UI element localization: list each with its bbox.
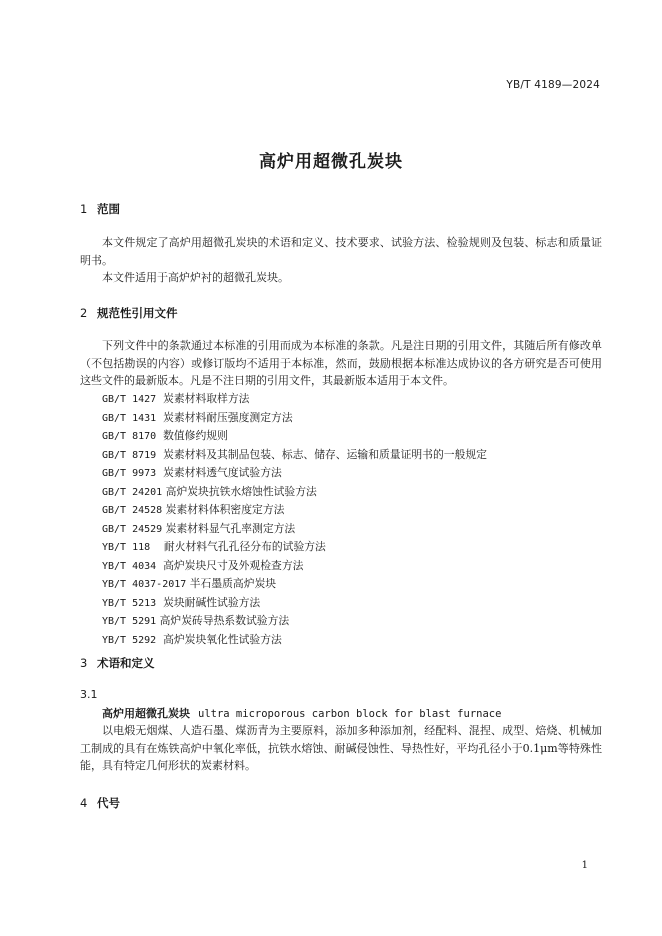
reference-title: 高炉炭块抗铁水熔蚀性试验方法 [165,484,317,498]
page-number: 1 [581,860,588,871]
reference-code: YB/T 4037-2017 [102,579,187,590]
reference-code: YB/T 5291 [102,616,157,627]
term-definition: 以电煅无烟煤、人造石墨、煤沥青为主要原料，添加多种添加剂，经配料、混捏、成型、焙烧、机械加工制成的具有在炼铁高炉中氧化率低，抗铁水熔蚀、耐碱侵蚀性、导热性好，平均孔径小于0.1μm等特殊性能，具有特定几何形状的炭素材料。 [80,724,602,772]
reference-code: GB/T 24529 [102,523,163,535]
term-english: ultra microporous carbon block for blast furnace [198,708,502,720]
reference-item [102,520,487,539]
section-title: 规范性引用文件 [97,306,178,320]
reference-code: GB/T 24201 [102,486,163,498]
reference-item [102,612,487,631]
reference-item [102,557,487,576]
reference-item [102,390,487,409]
reference-title: 炭素材料及其制品包装、标志、储存、运输和质量证明书的一般规定 [163,447,487,461]
normative-intro-paragraph: 下列文件中的条款通过本标准的引用而成为本标准的条款。凡是注日期的引用文件，其随后所有修改单（不包括勘误的内容）或修订版均不适用于本标准，然而，鼓励根据本标准达成协议的各方研究是否可使用这些文件的最新版本。凡是不注日期的引用文件，其最新版本适用于本文件。 [80,339,602,387]
section-title: 术语和定义 [97,656,155,670]
reference-title: 炭块耐碱性试验方法 [163,595,261,609]
section-heading-scope [80,201,120,217]
reference-code: YB/T 5292 [102,634,157,646]
reference-title: 数值修约规则 [163,429,228,442]
reference-code: GB/T 8719 [102,449,157,461]
section-title: 代号 [97,796,120,810]
reference-code: GB/T 9973 [102,468,157,479]
reference-title: 炭素材料显气孔率测定方法 [165,521,296,535]
reference-list [102,390,487,649]
term-entry [102,705,501,721]
reference-title: 高炉炭块尺寸及外观检查方法 [163,558,304,572]
reference-item [102,446,487,465]
reference-title: 半石墨质高炉炭块 [189,577,277,590]
reference-title: 炭素材料透气度试验方法 [163,466,282,479]
reference-title: 炭素材料体积密度定方法 [165,503,285,516]
scope-paragraph-2: 本文件适用于高炉炉衬的超微孔炭块。 [102,271,289,284]
section-number: 2 [80,306,88,320]
section-heading-terms [80,655,155,671]
reference-title: 炭素材料耐压强度测定方法 [163,410,293,424]
reference-code: GB/T 1431 [102,412,157,424]
reference-title: 高炉炭块氧化性试验方法 [163,632,282,646]
reference-item [102,501,487,520]
standard-code: YB/T 4189—2024 [506,79,600,91]
reference-code: GB/T 24528 [102,505,163,516]
reference-code: YB/T 5213 [102,597,157,609]
reference-item [102,594,487,613]
reference-code: YB/T 4034 [102,560,157,572]
term-chinese: 高炉用超微孔炭块 [102,707,190,720]
reference-code: GB/T 8170 [102,431,157,442]
reference-item [102,575,487,594]
reference-code: GB/T 1427 [102,394,157,405]
reference-title: 耐火材料气孔孔径分布的试验方法 [163,540,326,553]
reference-item [102,427,487,446]
section-number: 4 [80,796,88,810]
term-number: 3.1 [80,688,98,701]
scope-paragraph-1: 本文件规定了高炉用超微孔炭块的术语和定义、技术要求、试验方法、检验规则及包装、标志和质量证明书。 [80,236,602,267]
section-title: 范围 [97,202,120,216]
reference-item [102,409,487,428]
reference-title: 高炉炭砖导热系数试验方法 [159,614,290,627]
reference-item [102,631,487,650]
document-title: 高炉用超微孔炭块 [259,152,403,172]
section-heading-symbols [80,795,120,811]
reference-code: YB/T 118 [102,542,151,553]
reference-item [102,464,487,483]
reference-title: 炭素材料取样方法 [163,392,250,405]
reference-item [102,483,487,502]
section-number: 1 [80,202,88,216]
section-heading-normative [80,305,178,321]
section-number: 3 [80,656,88,670]
reference-item [102,538,487,557]
